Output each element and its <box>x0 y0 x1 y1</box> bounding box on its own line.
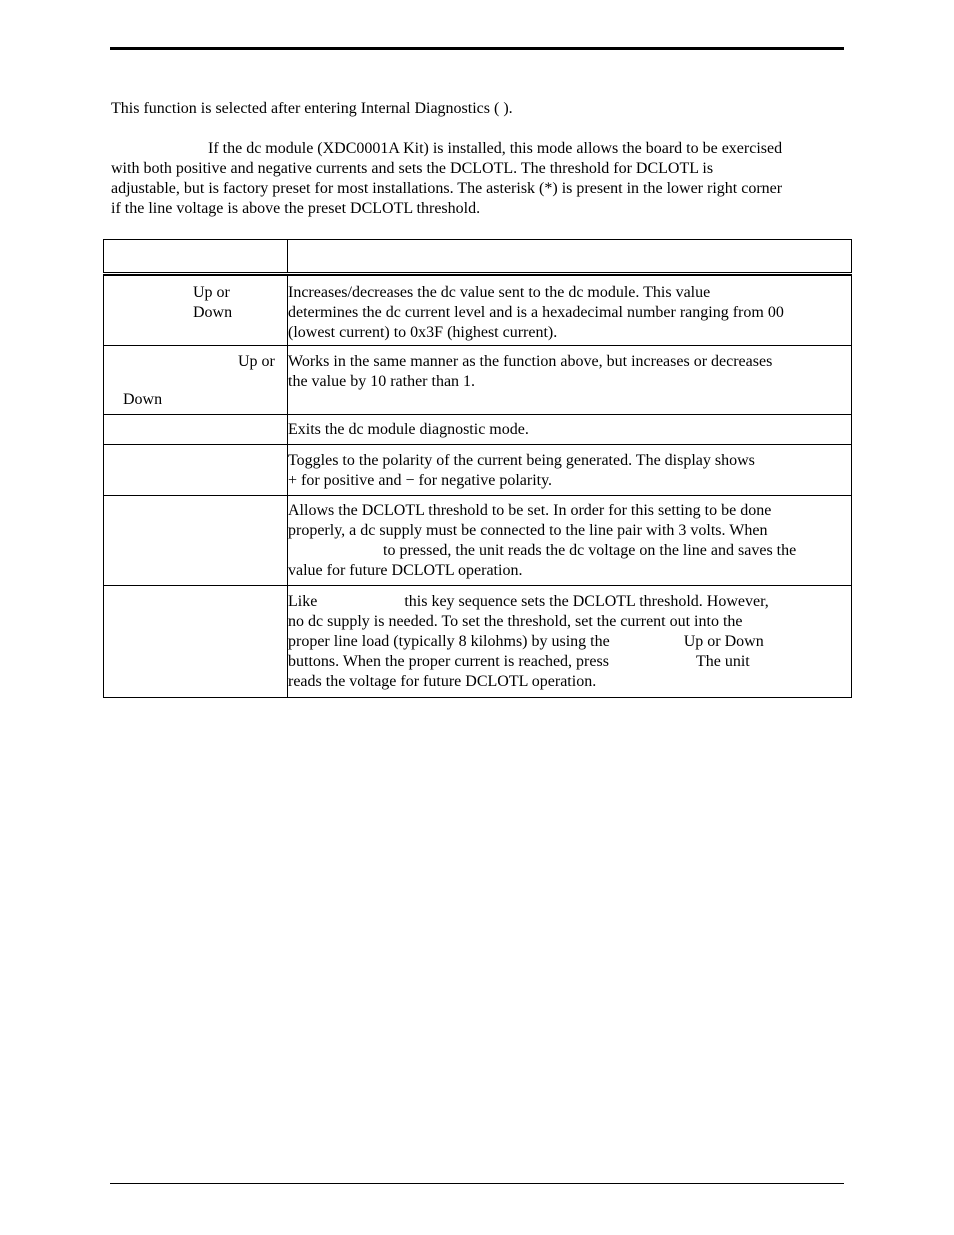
key-cell <box>104 586 288 698</box>
function-cell: Like this key sequence sets the DCLOTL threshold. However, no dc supply is needed. To set the threshold, set the current out into the proper line load (typically 8 kilohms) by using the Up or Down buttons. When the proper current is reached, press The unit reads the voltage for future DCLOTL operation. <box>288 586 852 698</box>
key-label-down: Down <box>193 304 233 321</box>
function-cell: Exits the dc module diagnostic mode. <box>288 415 852 445</box>
table-row <box>104 445 852 496</box>
table-header-row <box>104 240 852 274</box>
description-paragraph <box>111 139 846 219</box>
description-line-4: if the line voltage is above the preset DCLOTL threshold. <box>111 200 481 217</box>
function-cell: Toggles to the polarity of the current being generated. The display shows + for positive and − for negative polarity. <box>288 445 852 496</box>
table-row <box>104 276 852 346</box>
table-row <box>104 586 852 698</box>
description-line-3: adjustable, but is factory preset for most installations. The asterisk (*) is present in the lower right corner <box>111 180 783 197</box>
table-row <box>104 415 852 445</box>
key-cell <box>104 276 288 346</box>
table-row <box>104 346 852 415</box>
key-cell <box>104 346 288 415</box>
header-rule <box>110 47 844 50</box>
function-cell: Increases/decreases the dc value sent to the dc module. This value determines the dc current level and is a hexadecimal number ranging from 00 (lowest current) to 0x3F (highest current). <box>288 276 852 346</box>
description-line-2: with both positive and negative currents and sets the DCLOTL. The threshold for DCLOTL is <box>111 160 714 177</box>
footer-rule <box>110 1183 844 1184</box>
key-label-down: Down <box>123 391 163 408</box>
header-function-cell <box>288 240 852 274</box>
function-cell: Works in the same manner as the function above, but increases or decreases the value by 10 rather than 1. <box>288 346 852 415</box>
description-line-1: If the dc module (XDC0001A Kit) is installed, this mode allows the board to be exercised <box>208 140 783 157</box>
table-row <box>104 496 852 586</box>
key-cell <box>104 496 288 586</box>
key-cell <box>104 445 288 496</box>
header-key-cell <box>104 240 288 274</box>
diagnostic-keys-table <box>103 239 852 698</box>
key-cell <box>104 415 288 445</box>
key-label-up: Up or <box>193 284 230 301</box>
function-cell: Allows the DCLOTL threshold to be set. In order for this setting to be done properly, a dc supply must be connected to the line pair with 3 volts. When to pressed, the unit reads the dc voltage on the line and saves the value for future DCLOTL operation. <box>288 496 852 586</box>
intro-paragraph: This function is selected after entering Internal Diagnostics ( ). <box>111 100 513 117</box>
key-label-up: Up or <box>238 353 275 370</box>
